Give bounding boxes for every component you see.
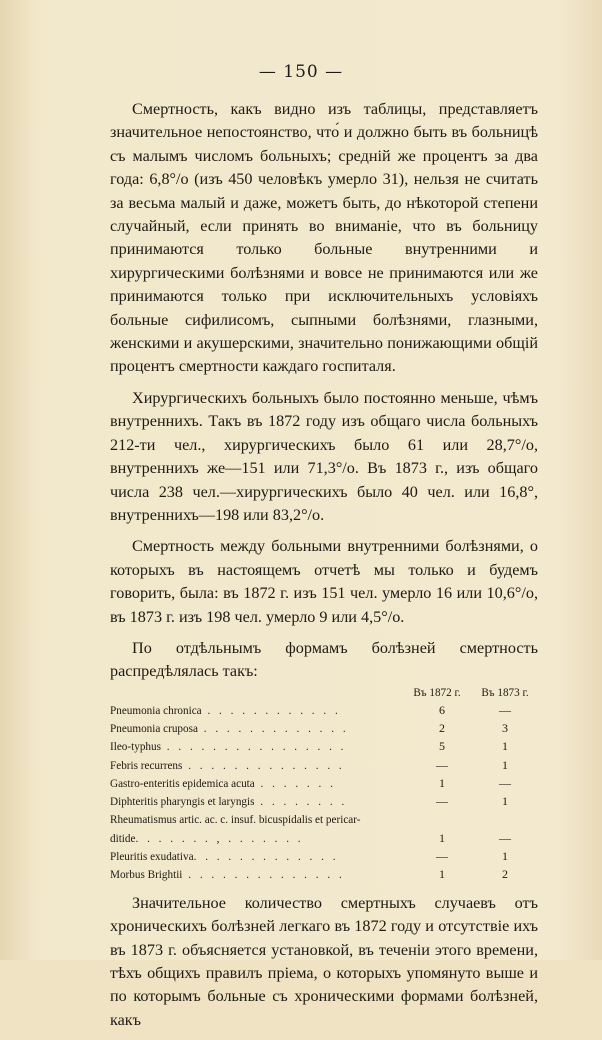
leader-dots: . . . . . . . .: [254, 796, 348, 809]
deaths-1873: 1: [502, 757, 508, 772]
table-row: [110, 774, 538, 792]
leader-dots: . . . . . . . . . . . . .: [193, 851, 339, 864]
paragraph-surgical-patients: Хирургическихъ больныхъ было постоянно меньше, чѣмъ внутреннихъ. Такъ въ 1872 году изъ общаго числа больныхъ 212-ти чел., хирургическихъ было 61 или 28,7°/o, внутреннихъ же—151 или 71,3°/o. Въ 1873 г., изъ общаго числа 238 чел.—хирургическихъ было 40 чел. или 16,8°, внутреннихъ—198 или 83,2°/o.: [110, 388, 538, 524]
leader-dots: . . . . . . .: [254, 777, 336, 790]
deaths-1873: 1: [502, 849, 508, 864]
table-row: [110, 719, 538, 737]
table-row: [110, 865, 538, 883]
disease-label: [110, 830, 412, 848]
table-row: [110, 737, 538, 755]
leader-dots: . . . . . . . . . . . .: [201, 704, 341, 717]
mortality-table: [110, 686, 538, 884]
leader-dots: . . . . . . . . . . . . . .: [182, 869, 345, 882]
deaths-1872: 6: [439, 702, 445, 717]
deaths-1872: 5: [439, 739, 445, 754]
deaths-1872: —: [436, 794, 448, 809]
deaths-1872: 1: [439, 830, 445, 845]
table-row: [110, 756, 538, 774]
leader-dots: . . . . . . . . . . . . .: [197, 723, 349, 736]
deaths-1872: —: [436, 849, 448, 864]
page-body: [110, 98, 538, 1040]
disease-label: [110, 775, 412, 793]
disease-label: [110, 866, 412, 884]
disease-label: [110, 757, 412, 775]
deaths-1872: 2: [439, 721, 445, 736]
page-number: — 150 —: [258, 62, 344, 82]
disease-label: [110, 811, 412, 829]
disease-name: Pneumonia cruposa: [110, 723, 198, 736]
table-row: [110, 829, 538, 847]
disease-name: Rheumatismus artic. ac. c. insuf. bicuspidalis et pericar-: [110, 813, 361, 826]
table-row: [110, 701, 538, 719]
table-row: [110, 847, 538, 865]
paragraph-table-intro: По отдѣльнымъ формамъ болѣзней смертность распредѣлялась такъ:: [110, 638, 538, 681]
paragraph-closing: Значительное количество смертныхъ случаевъ отъ хроническихъ болѣзней легкаго въ 1872 году и отсутствіе ихъ въ 1873 г. объясняется установкой, въ теченіи этого времени, тѣхъ общихъ правилъ пріема, о которыхъ упомянуто выше и по которымъ больные съ хроническими формами болѣзней, какъ: [110, 893, 538, 1029]
deaths-1872: —: [436, 757, 448, 772]
table-rows: [110, 701, 538, 884]
disease-label: [110, 720, 412, 738]
leader-dots: . . . . . . . , . . . . . . .: [135, 832, 304, 845]
disease-label: [110, 793, 412, 811]
disease-name: Morbus Brightii: [110, 869, 183, 882]
deaths-1872: 1: [439, 867, 445, 882]
table-row: [110, 811, 538, 829]
disease-name: ditide: [110, 832, 136, 845]
paragraph-mortality-variation: Смертность, какъ видно изъ таблицы, представляетъ значительное непостоянство, что́ и должно быть въ больницѣ съ малымъ числомъ больныхъ; средній же процентъ за два года: 6,8°/o (изъ 450 человѣкъ умерло 31), нельзя не считать за весьма малый и даже, можетъ быть, до нѣкоторой степени случайный, если принять во вниманіе, что въ больницу принимаются только больные внутренними и хирургическими болѣзнями и вовсе не принимаются или же принимаются только при исключительныхъ условіяхъ больные сифилисомъ, сыпными болѣзнями, глазными, женскими и акушерскими, значительно понижающими общій процентъ смертности каждаго госпиталя.: [110, 100, 538, 376]
disease-name: Ileo-typhus: [110, 741, 161, 754]
paragraph-internal-mortality: Смертность между больными внутренними болѣзнями, о которыхъ въ настоящемъ отчетѣ мы только и будемъ говорить, была: въ 1872 г. изъ 151 чел. умерло 16 или 10,6°/o, въ 1873 г. изъ 198 чел. умерло 9 или 4,5°/o.: [110, 537, 538, 626]
leader-dots: . . . . . . . . . . . . . .: [182, 759, 345, 772]
disease-name: Febris recurrens: [110, 759, 183, 772]
disease-label: [110, 848, 412, 866]
deaths-1873: —: [499, 775, 511, 790]
disease-label: [110, 702, 412, 720]
deaths-1873: 1: [502, 794, 508, 809]
disease-label: [110, 738, 412, 756]
deaths-1873: 3: [502, 721, 508, 736]
column-header-1873: Въ 1873 г.: [481, 686, 529, 699]
deaths-1872: 1: [439, 775, 445, 790]
column-header-1872: Въ 1872 г.: [413, 686, 461, 699]
deaths-1873: 2: [502, 867, 508, 882]
leader-dots: . . . . . . . . . . . . . . . .: [160, 741, 347, 754]
disease-name: Gastro-enteritis epidemica acuta: [110, 777, 255, 790]
disease-name: Diphteritis pharyngis et laryngis: [110, 796, 255, 809]
deaths-1873: —: [499, 702, 511, 717]
table-row: [110, 792, 538, 810]
deaths-1873: 1: [502, 739, 508, 754]
deaths-1873: —: [499, 830, 511, 845]
disease-name: Pneumonia chronica: [110, 704, 202, 717]
disease-name: Pleuritis exudativa: [110, 851, 194, 864]
table-header: [110, 686, 538, 701]
